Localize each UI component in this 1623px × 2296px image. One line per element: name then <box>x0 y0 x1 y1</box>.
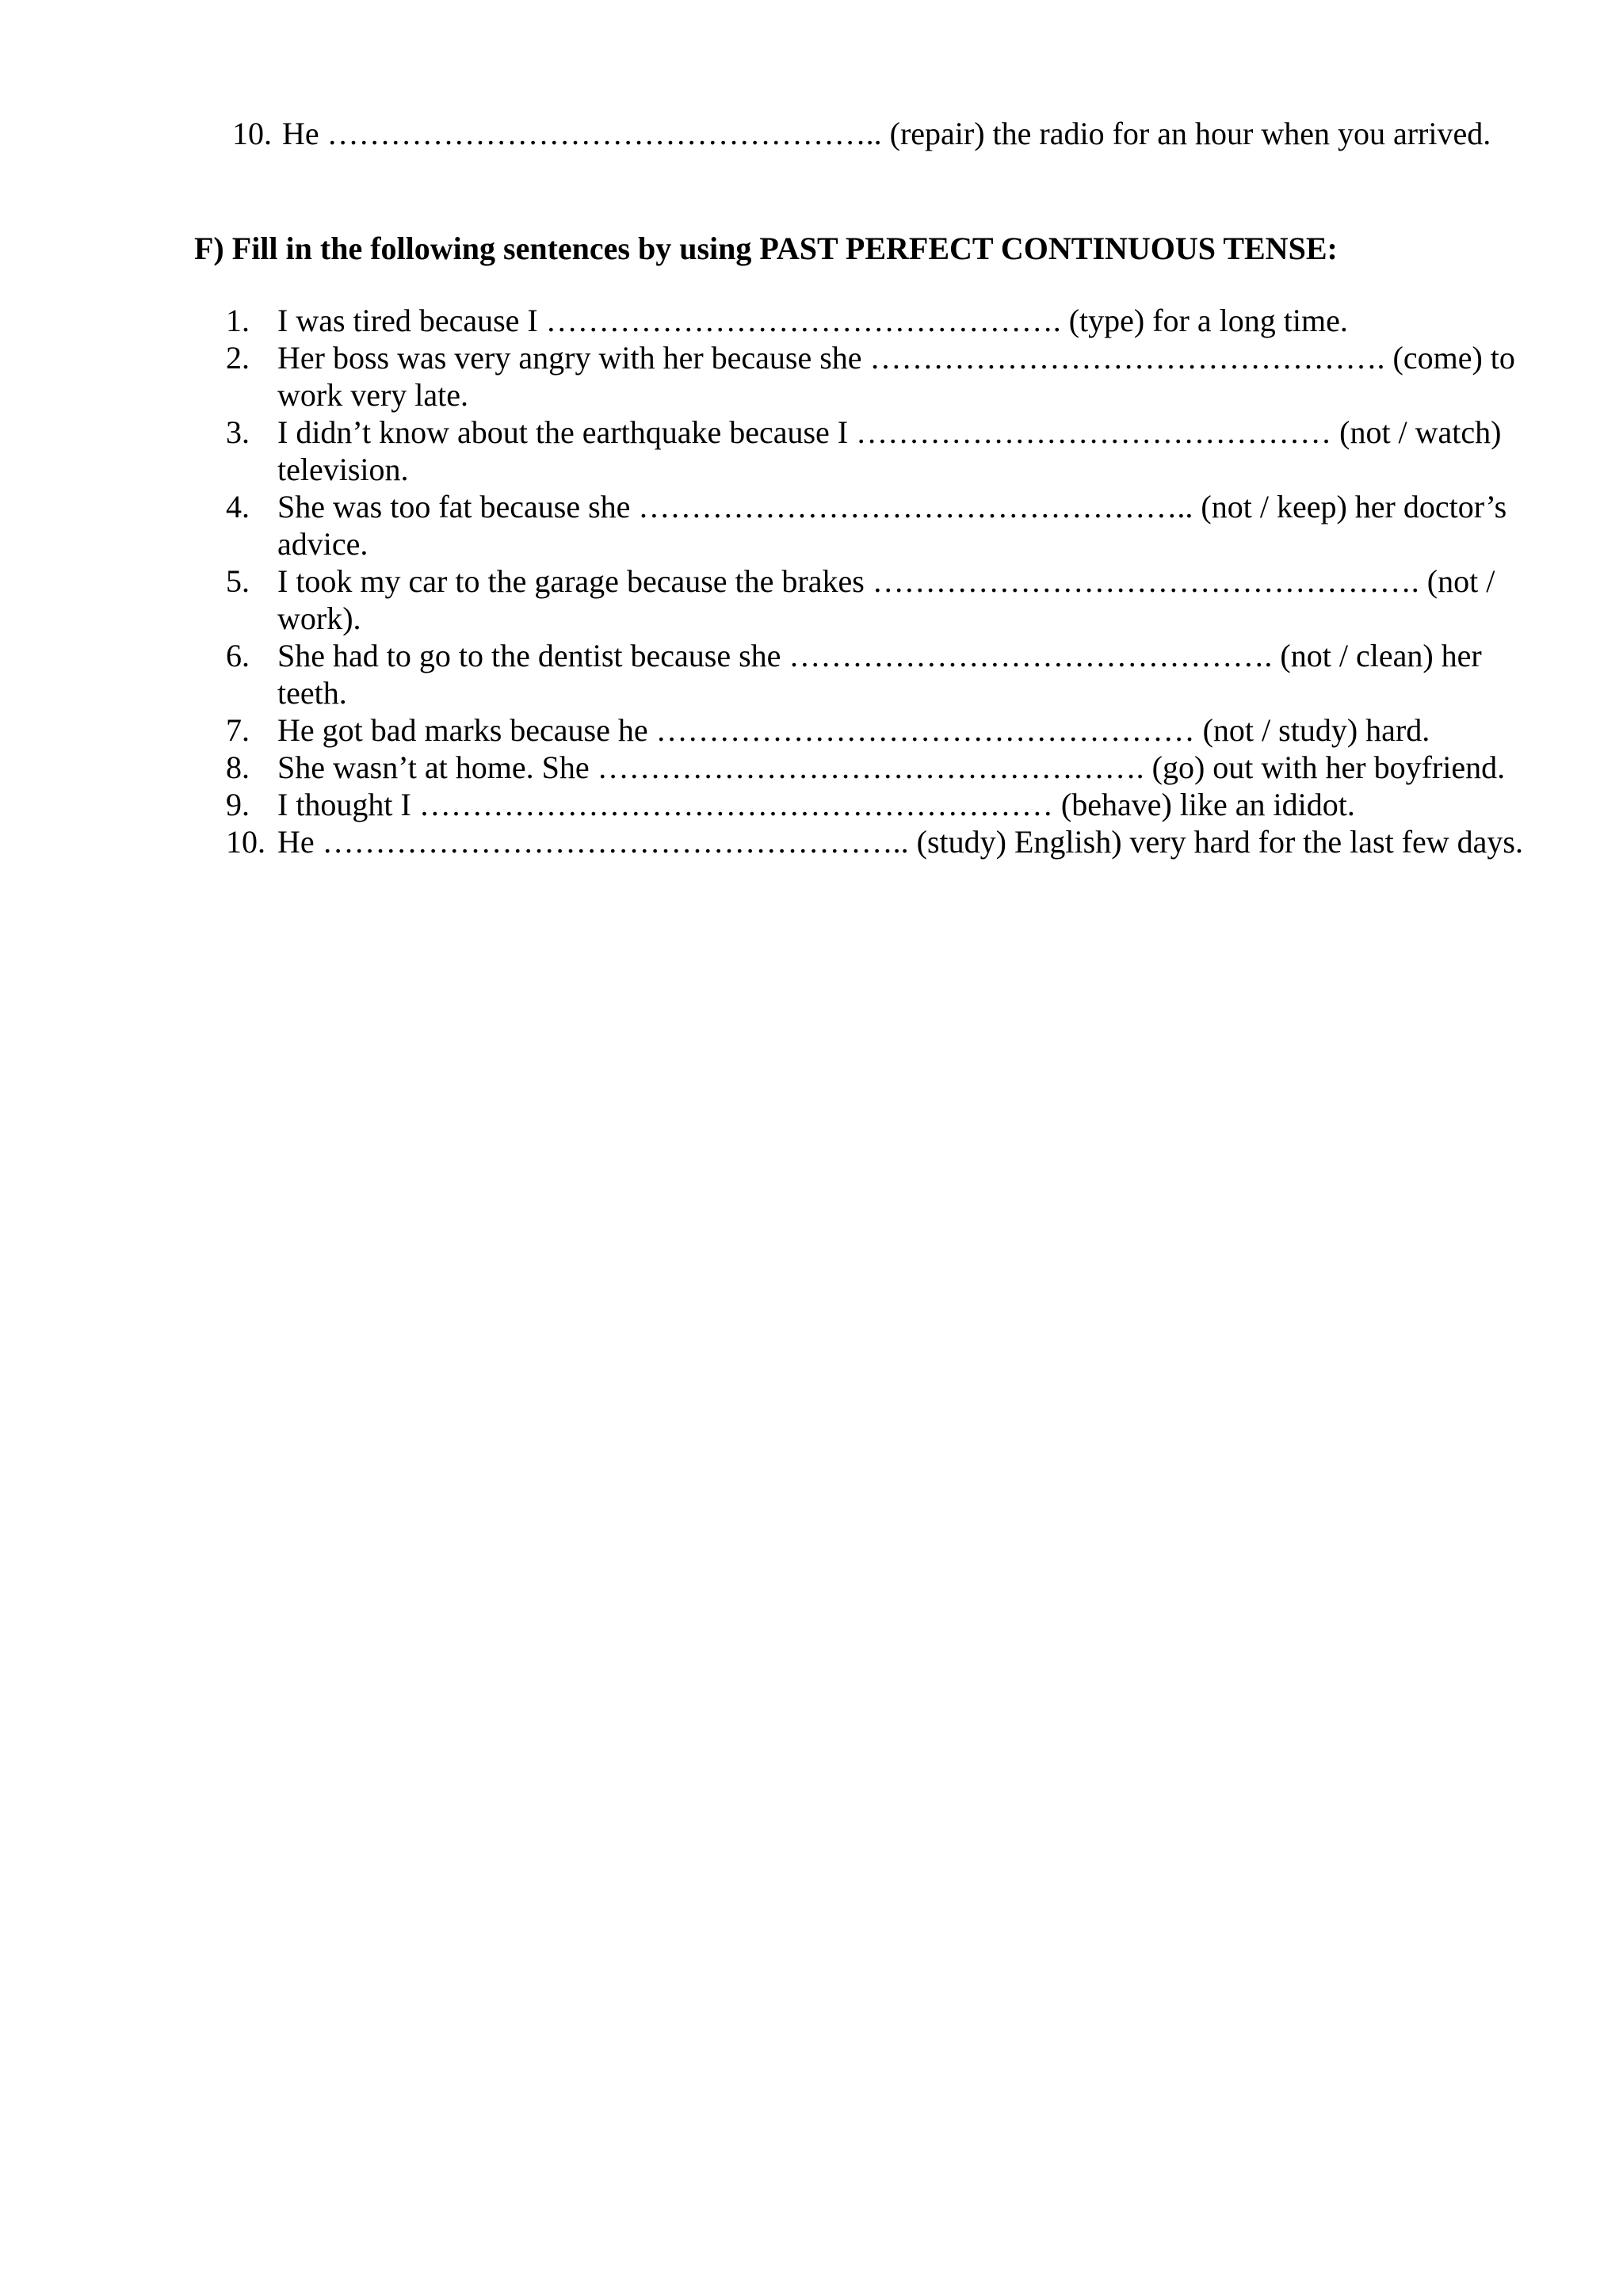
item-text: He …………………………………………….. (repair) the radio for an hour when you arrived. <box>282 116 1491 151</box>
item-text: She was too fat because she …………………………………………….. (not / keep) her doctor’s advice. <box>277 489 1507 562</box>
previous-exercise <box>232 115 1516 152</box>
item-number: 6. <box>226 638 250 673</box>
exercise-f <box>194 230 1557 860</box>
item-number: 7. <box>226 712 250 748</box>
item-number: 8. <box>226 749 250 785</box>
item-text: I was tired because I …………………………………………. (type) for a long time. <box>277 303 1348 338</box>
item-text: He ……………………………………………….. (study) English) very hard for the last few days. <box>277 824 1523 860</box>
item-text: She wasn’t at home. She ……………………………………………. (go) out with her boyfriend. <box>277 749 1506 785</box>
item-text: I took my car to the garage because the brakes ……………………………………………. (not / work). <box>277 563 1495 636</box>
list-item <box>194 786 1557 823</box>
item-number: 2. <box>226 340 250 376</box>
item-number: 10. <box>232 116 272 151</box>
list-item <box>232 115 1516 152</box>
item-text: Her boss was very angry with her because she …………………………………………. (come) to work very late. <box>277 340 1515 413</box>
item-number: 9. <box>226 787 250 822</box>
item-text: I thought I …………………………………………………… (behave) like an ididot. <box>277 787 1355 822</box>
list-item <box>194 711 1557 749</box>
item-text: She had to go to the dentist because she ………………………………………. (not / clean) her teeth. <box>277 638 1482 711</box>
item-number: 10. <box>226 824 265 860</box>
list-item <box>194 749 1557 786</box>
list-item <box>194 339 1557 414</box>
section-title: F) Fill in the following sentences by using PAST PERFECT CONTINUOUS TENSE: <box>194 231 1338 266</box>
item-number: 5. <box>226 563 250 599</box>
list-item <box>194 563 1557 637</box>
list-item <box>194 823 1557 860</box>
list-item <box>194 637 1557 711</box>
item-text: I didn’t know about the earthquake because I ……………………………………… (not / watch) television. <box>277 414 1502 487</box>
list-item <box>194 414 1557 488</box>
item-number: 1. <box>226 303 250 338</box>
item-number: 4. <box>226 489 250 524</box>
item-number: 3. <box>226 414 250 450</box>
list-item <box>194 302 1557 339</box>
list-item <box>194 488 1557 563</box>
item-text: He got bad marks because he …………………………………………… (not / study) hard. <box>277 712 1430 748</box>
